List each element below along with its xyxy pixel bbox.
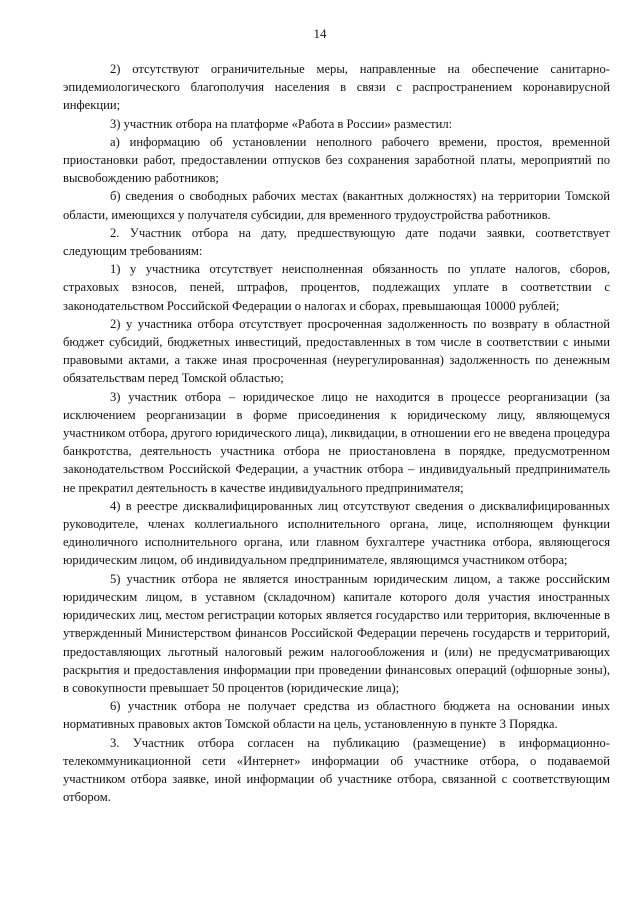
paragraph-sanitary-restrictions: 2) отсутствуют ограничительные меры, направленные на обеспечение санитарно-эпидемиологического благополучия населения в связи с распространением коронавирусной инфекции;: [63, 62, 610, 113]
paragraph-requirements-intro: 2. Участник отбора на дату, предшествующую дате подачи заявки, соответствует следующим требованиям:: [63, 225, 610, 259]
paragraph-disqualified-persons: 4) в реестре дисквалифицированных лиц отсутствуют сведения о дисквалифицированных руководителе, членах коллегиального исполнительного органа, лице, исполняющем функции единоличного исполнительного органа, или главном бухгалтере участника отбора, являющегося юридическим лицом, об индивидуальном предпринимателе, являющимся участником отбора;: [63, 498, 610, 568]
paragraph-no-other-funds: 6) участник отбора не получает средства из областного бюджета на основании иных нормативных правовых актов Томской области на цель, установленную в пункте 3 Порядка.: [63, 699, 610, 732]
paragraph-reorganization: 3) участник отбора – юридическое лицо не находится в процессе реорганизации (за исключением реорганизации в форме присоединения к юридическому лицу, являющемуся участником отбора, другого юридического лица), ликвидации, в отношении его не введена процедура банкротства, деятельность участника отбора не приостановлена в порядке, предусмотренном законодательством Российской Федерации, а участник отбора – индивидуальный предприниматель не прекратил деятельность в качестве индивидуального предпринимателя;: [63, 389, 610, 495]
paragraph-publication-consent: 3. Участник отбора согласен на публикацию (размещение) в информационно-телекоммуникационной сети «Интернет» информации об участнике отбора, о подаваемой участником отбора заявке, иной информации об участнике отбора, связанной с соответствующим отбором.: [63, 735, 610, 805]
paragraph-foreign-entity: 5) участник отбора не является иностранным юридическим лицом, а также российским юридическим лицом, в уставном (складочном) капитале которого доля участия иностранных юридических лиц, местом регистрации которых является государство или территория, включенные в утвержденный Министерством финансов Российской Федерации перечень государств и территорий, предоставляющих льготный налоговый режим налогообложения и (или) не предусматривающих раскрытия и предоставления информации при проведении финансовых операций (офшорные зоны), в совокупности превышает 50 процентов (юридические лица);: [63, 571, 610, 695]
paragraph-part-time-info: а) информацию об установлении неполного рабочего времени, простоя, временной приостановки работ, предоставлении отпусков без сохранения заработной платы, мероприятий по высвобождению работников;: [63, 134, 610, 186]
paragraph-tax-debt: 1) у участника отсутствует неисполненная обязанность по уплате налогов, сборов, страховых взносов, пеней, штрафов, процентов, подлежащих уплате в соответствии с законодательством Российской Федерации о налогах и сборах, превышающая 10000 рублей;: [63, 262, 610, 313]
page-number: 14: [313, 26, 327, 41]
paragraph-rabota-v-rossii: 3) участник отбора на платформе «Работа в России» разместил:: [110, 116, 453, 131]
document-body: [63, 60, 610, 806]
paragraph-vacancies-info: б) сведения о свободных рабочих местах (вакантных должностях) на территории Томской области, имеющихся у получателя субсидии, для временного трудоустройства работников.: [63, 189, 610, 222]
paragraph-overdue-debt: 2) у участника отбора отсутствует просроченная задолженность по возврату в областной бюджет субсидий, бюджетных инвестиций, предоставленных в том числе в соответствии с иными правовыми актами, а также иная просроченная (неурегулированная) задолженность по денежным обязательствам перед Томской областью;: [63, 316, 610, 386]
